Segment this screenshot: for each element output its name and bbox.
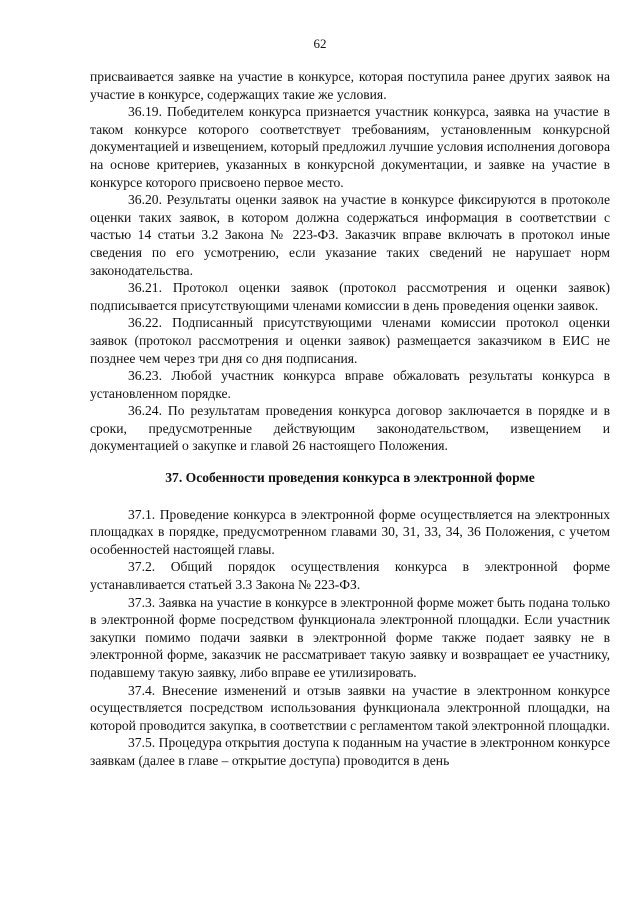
section-heading: 37. Особенности проведения конкурса в электронной форме (165, 470, 535, 486)
paragraph-36-24: 36.24. По результатам проведения конкурса договор заключается в порядке и в сроки, предусмотренные действующим законодательством, извещением и документацией о закупке и главой 26 настоящего Положения. (90, 403, 610, 454)
paragraph-37-3: 37.3. Заявка на участие в конкурсе в электронной форме может быть подана только в электронной форме посредством функционала электронной площадки. Если участник закупки помимо подачи заявки в электронной форме также подает заявку не в электронной форме, заказчик не рассматривает такую заявку и возвращает ее участнику, подавшему такую заявку, либо вправе ее утилизировать. (90, 594, 610, 680)
paragraph-continuation: присваивается заявке на участие в конкурсе, которая поступила ранее других заявок на участие в конкурсе, содержащих такие же условия. (90, 69, 610, 102)
paragraph-37-1: 37.1. Проведение конкурса в электронной форме осуществляется на электронных площадках в порядке, предусмотренном главами 30, 31, 33, 34, 36 Положения, с учетом особенностей настоящей главы. (90, 506, 610, 557)
paragraph-36-20: 36.20. Результаты оценки заявок на участие в конкурсе фиксируются в протоколе оценки таких заявок, в котором должна содержаться информация в соответствии с частью 14 статьи 3.2 Закона № 223-ФЗ. Заказчик вправе включать в протокол иные сведения по его усмотрению, если указание таких сведений не нарушает норм законодательства. (90, 192, 610, 278)
paragraph-37-2: 37.2. Общий порядок осуществления конкурса в электронной форме устанавливается статьей 3.3 Закона № 223-ФЗ. (90, 559, 610, 593)
paragraph-36-21: 36.21. Протокол оценки заявок (протокол рассмотрения и оценки заявок) подписывается присутствующими членами комиссии в день проведения оценки заявок. (90, 280, 610, 313)
paragraph-37-5: 37.5. Процедура открытия доступа к поданным на участие в электронном конкурсе заявкам (далее в главе – открытие доступа) проводится в день (90, 735, 610, 768)
paragraph-37-4: 37.4. Внесение изменений и отзыв заявки на участие в электронном конкурсе осуществляется посредством использования функционала электронной площадки, на которой проводится закупка, в соответствии с регламентом такой электронной площадки. (90, 682, 610, 733)
paragraph-36-22: 36.22. Подписанный присутствующими членами комиссии протокол оценки заявок (протокол рассмотрения и оценки заявок) размещается заказчиком в ЕИС не позднее чем через три дня со дня подписания. (90, 315, 610, 366)
paragraph-36-23: 36.23. Любой участник конкурса вправе обжаловать результаты конкурса в установленном порядке. (90, 368, 610, 401)
paragraph-36-19: 36.19. Победителем конкурса признается участник конкурса, заявка на участие в таком конкурсе которого соответствует требованиям, установленным конкурсной документацией и извещением, который предложил лучшие условия исполнения договора на основе критериев, указанных в конкурсной документации, и заявке на участие в конкурсе которого присвоено первое место. (90, 104, 610, 190)
page-number: 62 (313, 36, 327, 51)
document-body (90, 68, 610, 770)
